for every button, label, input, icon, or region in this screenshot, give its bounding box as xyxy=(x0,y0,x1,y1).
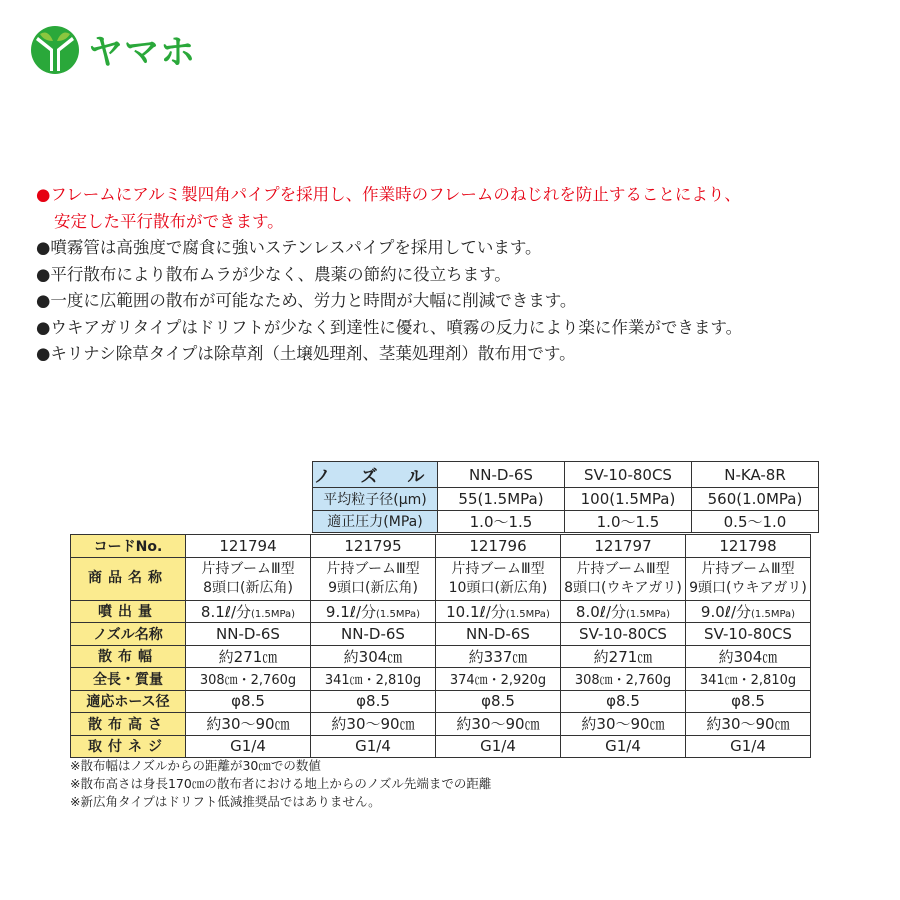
code-value: 121797 xyxy=(561,535,686,558)
product-line1: 片持ブームⅢ型 xyxy=(576,560,670,577)
hose-value: φ8.5 xyxy=(436,690,561,713)
particle-value: 100(1.5MPa) xyxy=(565,488,692,511)
output-pressure-note: (1.5MPa) xyxy=(376,608,421,620)
code-value: 121795 xyxy=(311,535,436,558)
pressure-value: 1.0〜1.5 xyxy=(565,510,692,533)
footnote: ※散布幅はノズルからの距離が30㎝での数値 xyxy=(70,758,321,773)
product-cell xyxy=(186,557,311,600)
output-pressure-note: (1.5MPa) xyxy=(505,608,550,620)
width-value: 約304㎝ xyxy=(686,645,811,668)
hose-value: φ8.5 xyxy=(686,690,811,713)
nozzle-table-row xyxy=(313,510,819,533)
product-line1: 片持ブームⅢ型 xyxy=(701,560,795,577)
height-value: 約30〜90㎝ xyxy=(311,713,436,736)
output-value: 9.1ℓ/分 xyxy=(325,602,377,621)
output-value: 8.1ℓ/分 xyxy=(200,602,252,621)
code-value: 121794 xyxy=(186,535,311,558)
nozzle-value: NN-D-6S xyxy=(436,623,561,646)
feature-list xyxy=(36,182,876,368)
pressure-value: 1.0〜1.5 xyxy=(438,510,565,533)
length-weight-value: 341㎝・2,810g xyxy=(686,668,811,691)
feature-item: ●平行散布により散布ムラが少なく、農薬の節約に役立ちます。 xyxy=(36,264,511,284)
length-weight-value: 341㎝・2,810g xyxy=(311,668,436,691)
height-label: 散布高さ xyxy=(71,713,186,736)
nozzle-value: SV-10-80CS xyxy=(561,623,686,646)
feature-item: ●噴霧管は高強度で腐食に強いステンレスパイプを採用しています。 xyxy=(36,238,542,257)
output-cell xyxy=(186,600,311,623)
product-line1: 片持ブームⅢ型 xyxy=(451,560,545,577)
nozzle-header: ノ ズ ル xyxy=(313,462,438,488)
length-weight-value: 308㎝・2,760g xyxy=(561,668,686,691)
particle-label: 平均粒子径(μm) xyxy=(313,488,438,511)
hose-label: 適応ホース径 xyxy=(71,690,186,713)
footnotes xyxy=(70,757,491,811)
output-label: 噴出量 xyxy=(71,600,186,623)
thread-value: G1/4 xyxy=(561,735,686,758)
feature-highlight-line2: 安定した平行散布ができます。 xyxy=(54,211,284,231)
nozzle-table-row xyxy=(313,488,819,511)
spec-row-nozzle xyxy=(71,623,811,646)
nozzle-name: SV-10-80CS xyxy=(565,462,692,488)
output-cell xyxy=(561,600,686,623)
yamaho-logo-icon xyxy=(30,25,80,75)
thread-value: G1/4 xyxy=(686,735,811,758)
product-line2: 9頭口(新広角) xyxy=(328,579,418,596)
spec-row-width xyxy=(71,645,811,668)
spec-row-thread xyxy=(71,735,811,758)
spec-table xyxy=(70,534,811,758)
output-value: 9.0ℓ/分 xyxy=(700,602,752,621)
feature-item: ●ウキアガリタイプはドリフトが少なく到達性に優れ、噴霧の反力により楽に作業ができます。 xyxy=(36,317,743,337)
product-label: 商品名称 xyxy=(71,557,186,600)
spec-row-length-weight xyxy=(71,668,811,691)
output-value: 8.0ℓ/分 xyxy=(575,602,627,621)
code-value: 121798 xyxy=(686,535,811,558)
spec-row-hose xyxy=(71,690,811,713)
spec-row-product xyxy=(71,557,811,600)
width-value: 約304㎝ xyxy=(311,645,436,668)
product-line1: 片持ブームⅢ型 xyxy=(201,560,295,577)
feature-highlight-line1: ●フレームにアルミ製四角パイプを採用し、作業時のフレームのねじれを防止することにより、 xyxy=(36,185,741,204)
product-line2: 8頭口(ウキアガリ) xyxy=(564,579,682,596)
height-value: 約30〜90㎝ xyxy=(436,713,561,736)
spec-row-height xyxy=(71,713,811,736)
height-value: 約30〜90㎝ xyxy=(686,713,811,736)
particle-value: 55(1.5MPa) xyxy=(438,488,565,511)
width-value: 約337㎝ xyxy=(436,645,561,668)
code-label: コードNo. xyxy=(71,535,186,558)
particle-value: 560(1.0MPa) xyxy=(692,488,819,511)
product-cell xyxy=(686,557,811,600)
nozzle-label: ノズル名称 xyxy=(71,623,186,646)
code-value: 121796 xyxy=(436,535,561,558)
output-cell xyxy=(436,600,561,623)
feature-item: ●一度に広範囲の散布が可能なため、労力と時間が大幅に削減できます。 xyxy=(36,291,577,310)
hose-value: φ8.5 xyxy=(311,690,436,713)
width-value: 約271㎝ xyxy=(186,645,311,668)
output-pressure-note: (1.5MPa) xyxy=(751,608,796,620)
product-line2: 8頭口(新広角) xyxy=(203,579,293,596)
width-label: 散布幅 xyxy=(71,645,186,668)
length-weight-label: 全長・質量 xyxy=(71,668,186,691)
length-weight-value: 308㎝・2,760g xyxy=(186,668,311,691)
pressure-value: 0.5〜1.0 xyxy=(692,510,819,533)
hose-value: φ8.5 xyxy=(186,690,311,713)
product-cell xyxy=(436,557,561,600)
output-cell xyxy=(686,600,811,623)
thread-value: G1/4 xyxy=(436,735,561,758)
pressure-label: 適正圧力(MPa) xyxy=(313,510,438,533)
spec-row-output xyxy=(71,600,811,623)
product-cell xyxy=(561,557,686,600)
height-value: 約30〜90㎝ xyxy=(186,713,311,736)
output-pressure-note: (1.5MPa) xyxy=(626,608,671,620)
brand-logo xyxy=(30,25,196,75)
product-line1: 片持ブームⅢ型 xyxy=(326,560,420,577)
spec-row-code xyxy=(71,535,811,558)
product-line2: 9頭口(ウキアガリ) xyxy=(689,579,807,596)
thread-label: 取付ネジ xyxy=(71,735,186,758)
nozzle-table-header-row xyxy=(313,462,819,488)
nozzle-value: SV-10-80CS xyxy=(686,623,811,646)
nozzle-name: NN-D-6S xyxy=(438,462,565,488)
hose-value: φ8.5 xyxy=(561,690,686,713)
output-pressure-note: (1.5MPa) xyxy=(251,608,296,620)
footnote: ※散布高さは身長170㎝の散布者における地上からのノズル先端までの距離 xyxy=(70,776,492,791)
product-cell xyxy=(311,557,436,600)
nozzle-table xyxy=(312,461,819,533)
nozzle-name: N-KA-8R xyxy=(692,462,819,488)
height-value: 約30〜90㎝ xyxy=(561,713,686,736)
thread-value: G1/4 xyxy=(311,735,436,758)
length-weight-value: 374㎝・2,920g xyxy=(436,668,561,691)
output-value: 10.1ℓ/分 xyxy=(446,602,506,621)
footnote: ※新広角タイプはドリフト低減推奨品ではありません。 xyxy=(70,794,381,809)
nozzle-value: NN-D-6S xyxy=(311,623,436,646)
feature-item: ●キリナシ除草タイプは除草剤（土壌処理剤、茎葉処理剤）散布用です。 xyxy=(36,344,576,363)
nozzle-value: NN-D-6S xyxy=(186,623,311,646)
brand-name: ヤマホ xyxy=(88,33,197,73)
width-value: 約271㎝ xyxy=(561,645,686,668)
output-cell xyxy=(311,600,436,623)
product-line2: 10頭口(新広角) xyxy=(448,579,548,596)
thread-value: G1/4 xyxy=(186,735,311,758)
